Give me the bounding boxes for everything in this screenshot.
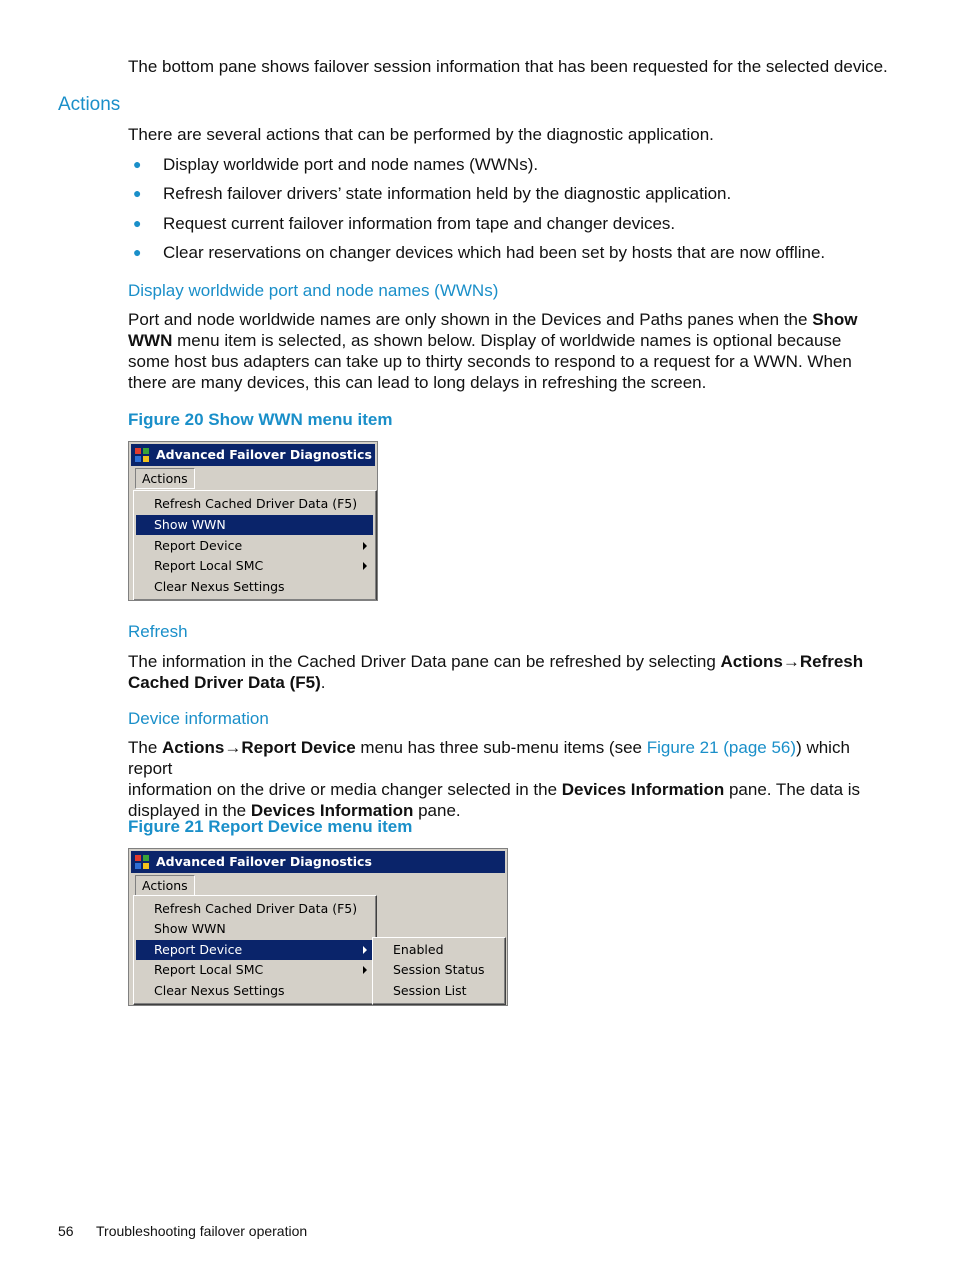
actions-heading: Actions (58, 94, 121, 115)
report-device-submenu (372, 937, 506, 1005)
menu-item-refresh[interactable]: Refresh Cached Driver Data (F5) (154, 496, 358, 511)
refresh-heading: Refresh (128, 622, 188, 641)
text-line: The information in the Cached Driver Data pane can be refreshed by selecting Actions→Refresh (128, 652, 864, 671)
menu-bar (131, 467, 375, 489)
device-info-paragraph (128, 737, 888, 821)
window-title: Advanced Failover Diagnostics (156, 854, 372, 869)
bullet-item: ● Clear reservations on changer devices which had been set by hosts that are now offline. (133, 243, 826, 262)
window-title-bar (131, 444, 375, 466)
menu-item-show-wwn[interactable]: Show WWN (154, 921, 226, 936)
submenu-arrow-icon (363, 946, 367, 954)
figure-21-caption: Figure 21 Report Device menu item (128, 817, 413, 836)
menu-actions[interactable]: Actions (135, 468, 195, 489)
actions-dropdown (133, 490, 377, 601)
menu-bar (131, 874, 505, 896)
wwn-heading: Display worldwide port and node names (WWNs) (128, 281, 499, 300)
bullet-item: ● Display worldwide port and node names (WWNs). (133, 155, 539, 174)
menu-item-clear-nexus[interactable]: Clear Nexus Settings (154, 983, 285, 998)
figure-20-screenshot (128, 441, 378, 601)
footer-title: Troubleshooting failover operation (96, 1223, 308, 1239)
menu-item-report-local-smc[interactable]: Report Local SMC (136, 556, 373, 576)
bullet-dot: ● (133, 185, 142, 201)
menu-actions[interactable]: Actions (135, 875, 195, 896)
menu-item-clear-nexus[interactable]: Clear Nexus Settings (154, 579, 285, 594)
window-title-bar (131, 851, 505, 873)
intro-paragraph: The bottom pane shows failover session information that has been requested for the selected device. (128, 57, 888, 76)
text-line: WWN menu item is selected, as shown below. Display of worldwide names is optional because (128, 331, 842, 350)
app-logo-icon (134, 447, 150, 463)
menu-item-report-local-smc[interactable]: Report Local SMC (136, 960, 373, 980)
figure-21-screenshot (128, 848, 508, 1006)
actions-lead: There are several actions that can be performed by the diagnostic application. (128, 125, 714, 144)
text-line: some host bus adapters can take up to thirty seconds to respond to a request for a WWN. When (128, 352, 852, 371)
figure-21-link[interactable]: Figure 21 (page 56) (646, 738, 797, 757)
menu-item-refresh[interactable]: Refresh Cached Driver Data (F5) (154, 901, 358, 916)
bullet-dot: ● (133, 215, 142, 231)
bullet-dot: ● (133, 156, 142, 172)
text-line: there are many devices, this can lead to long delays in refreshing the screen. (128, 373, 707, 392)
text-line: The Actions→Report Device menu has three sub-menu items (see Figure 21 (page 56)) which report (128, 738, 850, 778)
text-line: Cached Driver Data (F5). (128, 673, 326, 692)
submenu-item-session-status[interactable]: Session Status (393, 962, 485, 977)
text-line: Port and node worldwide names are only shown in the Devices and Paths panes when the Show (128, 310, 858, 329)
submenu-arrow-icon (363, 542, 367, 550)
submenu-item-enabled[interactable]: Enabled (393, 942, 444, 957)
page-number: 56 (58, 1223, 74, 1239)
menu-item-show-wwn[interactable]: Show WWN (136, 515, 373, 535)
submenu-item-session-list[interactable]: Session List (393, 983, 467, 998)
submenu-arrow-icon (363, 562, 367, 570)
bullet-item: ● Request current failover information from tape and changer devices. (133, 214, 676, 233)
bullet-dot: ● (133, 244, 142, 260)
bullet-item: ● Refresh failover drivers’ state information held by the diagnostic application. (133, 184, 732, 203)
wwn-paragraph (128, 309, 888, 393)
menu-item-report-device[interactable]: Report Device (136, 940, 373, 960)
app-logo-icon (134, 854, 150, 870)
text-line: displayed in the Devices Information pane. (128, 801, 461, 820)
text-line: information on the drive or media changer selected in the Devices Information pane. The data is (128, 780, 861, 799)
refresh-paragraph (128, 651, 888, 693)
figure-20-caption: Figure 20 Show WWN menu item (128, 410, 393, 429)
actions-dropdown (133, 895, 377, 1005)
menu-item-report-device[interactable]: Report Device (136, 536, 373, 556)
device-info-heading: Device information (128, 709, 269, 728)
window-title: Advanced Failover Diagnostics (156, 447, 372, 462)
submenu-arrow-icon (363, 966, 367, 974)
